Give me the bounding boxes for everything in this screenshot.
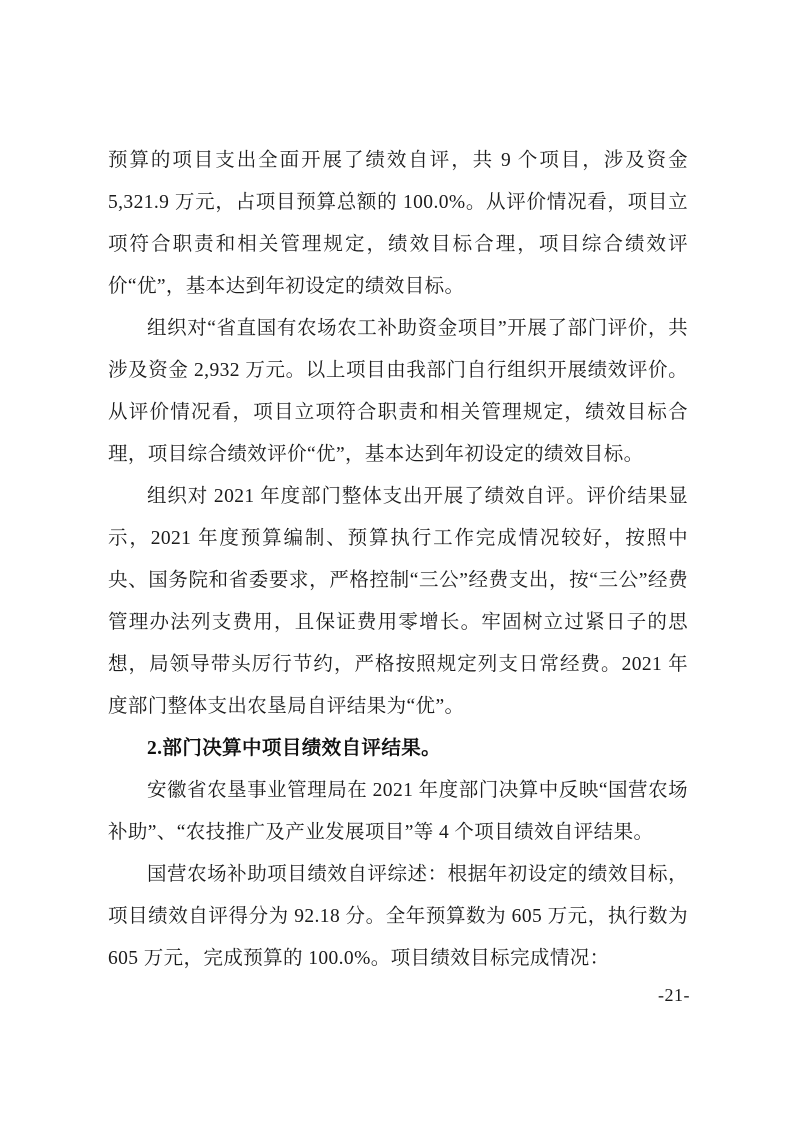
document-body	[108, 140, 688, 980]
page-number: -21-	[658, 985, 690, 1005]
paragraph-2: 组织对“省直国有农场农工补助资金项目”开展了部门评价，共涉及资金 2,932 万元。以上项目由我部门自行组织开展绩效评价。从评价情况看，项目立项符合职责和相关管理规定，绩效目标合理，项目综合绩效评价“优”，基本达到年初设定的绩效目标。	[108, 318, 688, 465]
paragraph-4: 安徽省农垦事业管理局在 2021 年度部门决算中反映“国营农场补助”、“农技推广及产业发展项目”等 4 个项目绩效自评结果。	[108, 780, 688, 843]
paragraph-1: 预算的项目支出全面开展了绩效自评，共 9 个项目，涉及资金 5,321.9 万元，占项目预算总额的 100.0%。从评价情况看，项目立项符合职责和相关管理规定，绩效目标合理，项目综合绩效评价“优”，基本达到年初设定的绩效目标。	[108, 150, 688, 297]
section-heading: 2.部门决算中项目绩效自评结果。	[147, 738, 442, 759]
paragraph-3: 组织对 2021 年度部门整体支出开展了绩效自评。评价结果显示，2021 年度预算编制、预算执行工作完成情况较好，按照中央、国务院和省委要求，严格控制“三公”经费支出，按“三公”经费管理办法列支费用，且保证费用零增长。牢固树立过紧日子的思想，局领导带头厉行节约，严格按照规定列支日常经费。2021 年度部门整体支出农垦局自评结果为“优”。	[108, 486, 688, 717]
paragraph-5: 国营农场补助项目绩效自评综述：根据年初设定的绩效目标，项目绩效自评得分为 92.18 分。全年预算数为 605 万元，执行数为 605 万元，完成预算的 100.0%。项目绩效目标完成情况：	[108, 864, 688, 969]
